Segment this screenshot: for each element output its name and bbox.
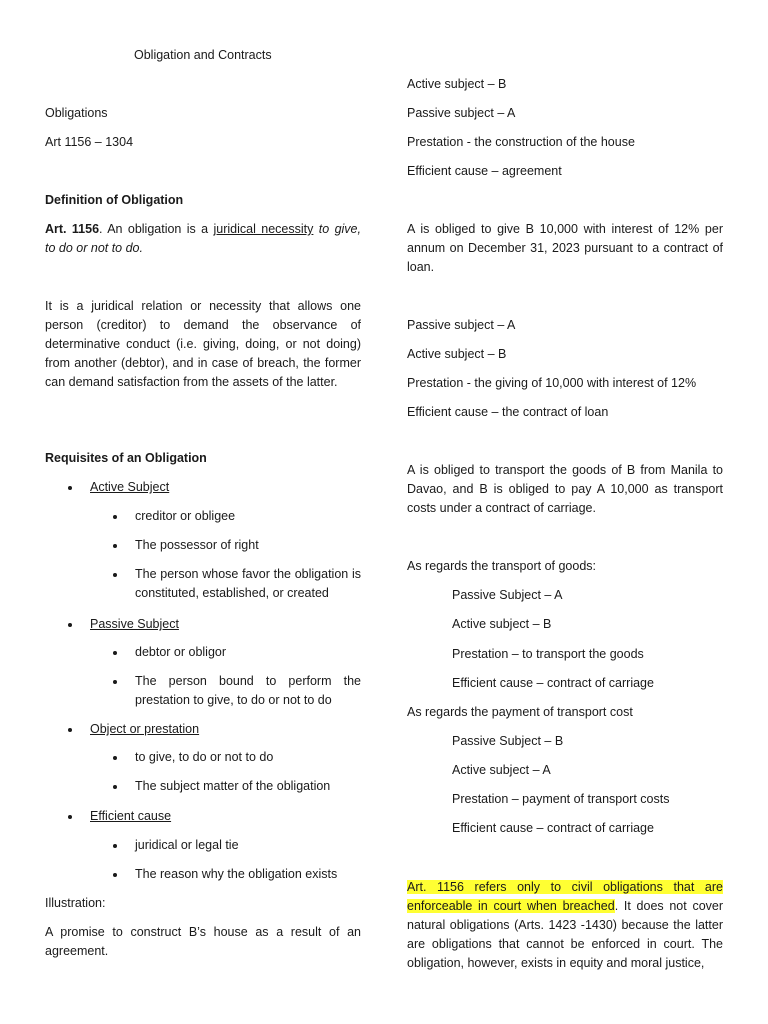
example2-efficient-cause: Efficient cause – the contract of loan <box>407 405 609 419</box>
goods-efficient-cause: Efficient cause – contract of carriage <box>452 676 654 690</box>
page-title: Obligation and Contracts <box>134 48 272 62</box>
example1-prestation: Prestation - the construction of the house <box>407 135 635 149</box>
highlighted-text: Art. 1156 refers only to civil obligations that are enforceable in court when breached <box>407 880 723 913</box>
bullet-dot <box>68 486 72 490</box>
requisite-efficient-cause: Efficient cause <box>90 809 172 823</box>
list-item: juridical or legal tie <box>135 838 239 852</box>
obligations-heading: Obligations <box>45 106 108 120</box>
juridical-necessity-term: juridical necessity <box>213 222 314 236</box>
goods-passive-subject: Passive Subject – A <box>452 588 563 602</box>
list-item: to give, to do or not to do <box>135 750 274 764</box>
list-item: The person whose favor the obligation is constituted, established, or created <box>135 567 361 600</box>
cost-prestation: Prestation – payment of transport costs <box>452 792 670 806</box>
example2-active-subject: Active subject – B <box>407 347 507 361</box>
requisite-active-subject: Active Subject <box>90 480 170 494</box>
loan-paragraph: A is obliged to give B 10,000 with interest of 12% per annum on December 31, 2023 pursuant to a contract of loan. <box>407 222 723 274</box>
bullet-dot <box>113 544 117 548</box>
example1-active-subject: Active subject – B <box>407 77 507 91</box>
art1156-label: Art. 1156 <box>45 222 100 236</box>
article-range: Art 1156 – 1304 <box>45 135 134 149</box>
example2-prestation: Prestation - the giving of 10,000 with interest of 12% <box>407 376 697 390</box>
bullet-dot <box>113 756 117 760</box>
bullet-dot <box>113 573 117 577</box>
bullet-dot <box>68 815 72 819</box>
bullet-dot <box>113 651 117 655</box>
requisite-passive-subject: Passive Subject <box>90 617 179 631</box>
requisites-heading: Requisites of an Obligation <box>45 451 207 465</box>
art1156-italic-1: to give, <box>313 222 361 236</box>
goods-heading: As regards the transport of goods: <box>407 559 596 573</box>
bullet-dot <box>113 844 117 848</box>
bullet-dot <box>68 728 72 732</box>
cost-passive-subject: Passive Subject – B <box>452 734 564 748</box>
cost-efficient-cause: Efficient cause – contract of carriage <box>452 821 654 835</box>
list-item: The person bound to perform the prestation to give, to do or not to do <box>135 674 361 707</box>
juridical-relation-paragraph: It is a juridical relation or necessity that allows one person (creditor) to demand the observance of determinative conduct (i.e. giving, doing, or not doing) from another (debtor), and in case of breach, the former can demand satisfaction from the assets of the latter. <box>45 299 361 389</box>
transport-paragraph: A is obliged to transport the goods of B from Manila to Davao, and B is obliged to pay A 10,000 as transport costs under a contract of carriage. <box>407 463 723 515</box>
list-item: The reason why the obligation exists <box>135 867 338 881</box>
civil-obligations-text: . It does not cover natural obligations (Arts. 1423 -1430) because the latter are obligations that cannot be enforced in court. The obligation, however, exists in equity and moral justice, <box>407 899 724 970</box>
cost-heading: As regards the payment of transport cost <box>407 705 633 719</box>
cost-active-subject: Active subject – A <box>452 763 551 777</box>
bullet-dot <box>68 623 72 627</box>
list-item: creditor or obligee <box>135 509 236 523</box>
requisite-object-prestation: Object or prestation <box>90 722 200 736</box>
art1156-definition-line2: to do or not to do. <box>45 241 143 255</box>
illustration-text: A promise to construct B’s house as a result of an agreement. <box>45 925 361 958</box>
example1-efficient-cause: Efficient cause – agreement <box>407 164 562 178</box>
bullet-dot <box>113 515 117 519</box>
goods-active-subject: Active subject – B <box>452 617 552 631</box>
definition-heading: Definition of Obligation <box>45 193 184 207</box>
bullet-dot <box>113 785 117 789</box>
goods-prestation: Prestation – to transport the goods <box>452 647 644 661</box>
example2-passive-subject: Passive subject – A <box>407 318 516 332</box>
illustration-label: Illustration: <box>45 896 106 910</box>
art1156-text: . An obligation is a <box>99 222 214 236</box>
list-item: debtor or obligor <box>135 645 227 659</box>
list-item: The possessor of right <box>135 538 259 552</box>
bullet-dot <box>113 680 117 684</box>
civil-obligations-paragraph <box>407 878 723 973</box>
example1-passive-subject: Passive subject – A <box>407 106 516 120</box>
list-item: The subject matter of the obligation <box>135 779 331 793</box>
art1156-definition-line1 <box>45 220 361 239</box>
bullet-dot <box>113 873 117 877</box>
